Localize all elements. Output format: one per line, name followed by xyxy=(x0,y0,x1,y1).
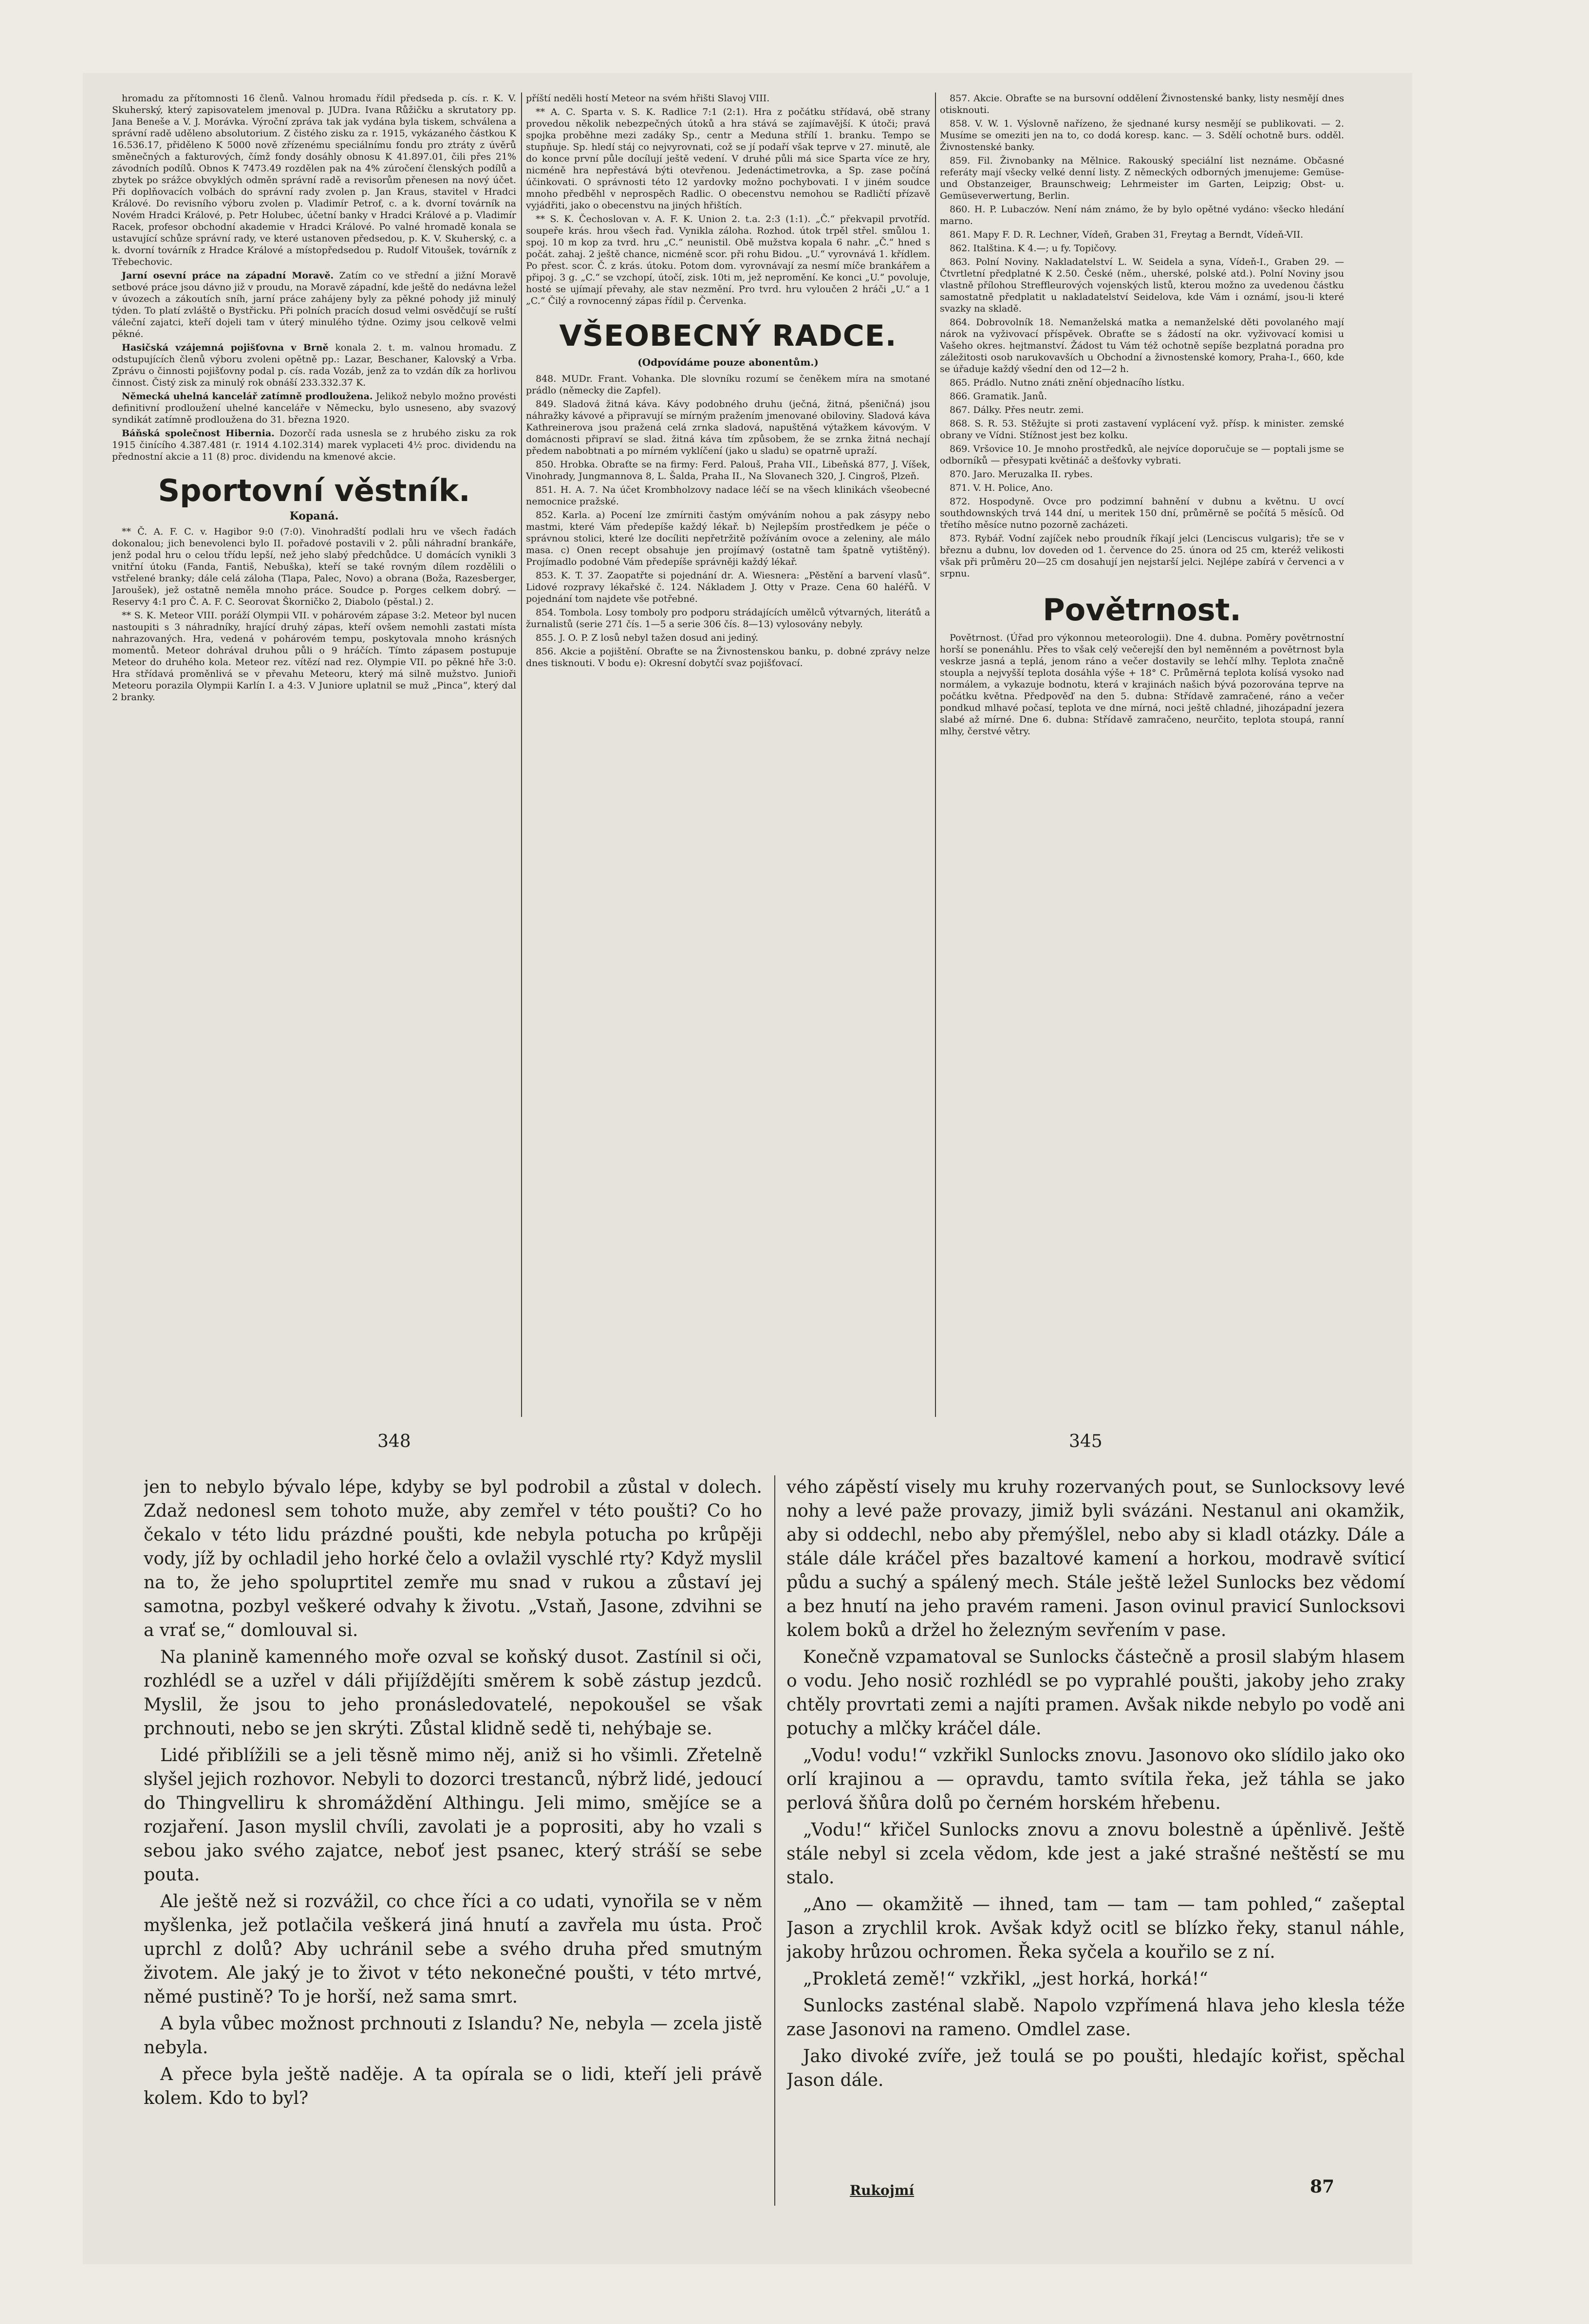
advice-item: 849. Sladová žitná káva. Kávy podobného druhu (ječná, žitná, pšeničná) jsou náhražky kávové a připravují se mírným pražením jmenované obiloviny. Sladová káva Kathreinerova jsou pražená celá zrnka sladová, napuštěná výtažkem kávovým. V domácnosti připraví se slad. žitná káva tím způsobem, že se zrnka žitná nechají předem nabobtnati a po mírném vyklíčení (jako u sladu) se opatrně upraží. xyxy=(526,399,930,456)
advice-item: 863. Polní Noviny. Nakladatelství L. W. Seidela a syna, Vídeň-I., Graben 29. — Čtvrtletní předplatné K 2.50. České (něm., uherské, polské atd.). Polní Noviny jsou vlastně přílohou Streffleurových vojenských listů, kterou možno za uvedenou částku samostatně předplatit u nakladatelství Seidelova, kde Vám i oznámí, jsou-li které svazky na skladě. xyxy=(940,257,1344,314)
advice-item: 859. Fil. Živnobanky na Mělnice. Rakouský speciální list neznáme. Občasné referáty mají všecky velké denní listy. Z německých odborných jmenujeme: Gemüse- und Obstanzeiger, Braunschweig; Lehrmeister im Garten, Leipzig; Obst- u. Gemüseverwertung, Berlin. xyxy=(940,155,1344,201)
advice-item: 852. Karla. a) Pocení lze zmírniti častým omýváním nohou a pak zásypy nebo mastmi, které Vám předepíše každý lékař. b) Nejlepším prostředkem je péče o správnou stolici, které lze docíliti nepřetržitě požíváním ovoce a zeleniny, ale málo masa. c) Onen recept obsahuje jen projímavý (ostatně tam špatně vytištěný). Projímadlo podobné Vám předepíše správněji každý lékař. xyxy=(526,510,930,567)
advice-item: 864. Dobrovolník 18. Nemanželská matka a nemanželské děti povolaného mají nárok na vyživovací příspěvek. Obraťte se s žádostí na okr. vyživovací komisi u Vašeho okres. hejtmanství. Žádost tu Vám též ochotně sepíše bezplatná poradna pro záležitosti osob narukovavších u Obchodní a živnostenské komory, Praha-I., 660, kde se úřaduje každý všední den od 12—2 h. xyxy=(940,317,1344,374)
page-number-right: 345 xyxy=(1069,1432,1103,1451)
story-paragraph: „Ano — okamžitě — ihned, tam — tam — tam pohled,“ zašeptal Jason a zrychlil krok. Avšak když ocitl se blízko řeky, stanul náhle, jakoby hrůzou ochromen. Řeka syčela a kouřilo se z ní. xyxy=(786,1895,1405,1962)
article-title: Hasičská vzájemná pojišťovna v Brně xyxy=(122,342,329,353)
advice-item: 857. Akcie. Obraťte se na bursovní oddělení Živnostenské banky, listy nesmějí dnes otisknouti. xyxy=(940,93,1344,115)
advice-item: 851. H. A. 7. Na účet Krombholzovy nadace léčí se na všech klinikách všeobecné nemocnice pražské. xyxy=(526,484,930,507)
article-text: Zatím co ve střední a jižní Moravě setbové práce jsou dávno již v proudu, na Moravě západní, kde ještě do nedávna ležel v úvozech a zákoutích sníh, jarní práce zahájeny byly za pěkné pohody již minulý týden. To platí zvláště o Bystřicku. Při polních pracích dosud velmi osvědčují se ruští váleční zajatci, kteří dojeli tam v úterý minulého týdne. Ozimy jsou celkově velmi pěkné. xyxy=(112,270,516,339)
advice-item: 858. V. W. 1. Výslovně nařízeno, že sjednané kursy nesmějí se publikovati. — 2. Musíme se omeziti jen na to, co dodá koresp. kanc. — 3. Sdělí ochotně burs. odděl. Živnostenské banky. xyxy=(940,118,1344,152)
article-text: ** A. C. Sparta v. S. K. Radlice 7:1 (2:1). Hra z počátku střídavá, obě strany provedou několik nebezpečných útoků a hra stává se zajímavější. K útoči; pravá spojka proběhne mezi zadáky Sp., centr a Meduna střílí 1. branku. Tempo se stupňuje. Sp. hledí stáj co nejvyrovnati, což se jí podaří však teprve v 27. minutě, ale do konce první půle docílují ještě vedení. V druhé půli má sice Sparta více ze hry, nicméně hra nepřestává býti otevřenou. Jedenáctimetrovka, a Sp. zase počíná účinkovati. O správnosti této 12 yardovky možno pochybovati. I v jiném soudce mnoho předběhl v neprospěch Radlic. O obecenstvu nemohou se Radličtí přízavě vyjádřiti, jako o obecenstvu na jiných hřištích. xyxy=(526,107,930,211)
story-paragraph: Jako divoké zvíře, jež toulá se po poušti, hledajíc kořist, spěchal Jason dále. xyxy=(786,2046,1405,2090)
advice-item: 868. S. R. 53. Stěžujte si proti zastavení vyplácení vyž. přísp. k minister. zemské obrany ve Vídni. Stížnost jest bez kolku. xyxy=(940,418,1344,441)
newspaper-page xyxy=(83,73,1412,2264)
story-paragraph: „Vodu!“ křičel Sunlocks znovu a znovu bolestně a úpěnlivě. Ještě stále nebyl si zcela vědom, kde jest a jaké strašné neštěstí se mu stalo. xyxy=(786,1820,1405,1888)
advice-item: 872. Hospodyně. Ovce pro podzimní bahnění v dubnu a květnu. U ovcí southdownských trvá 144 dní, u meritek 150 dní, průměrně se počítá 5 měsíců. Od třetího měsíce nutno pozorně zacházeti. xyxy=(940,496,1344,530)
story-paragraph: „Prokletá země!“ vzkřikl, „jest horká, horká!“ xyxy=(803,1969,1208,1989)
story-paragraph: „Vodu! vodu!“ vzkřikl Sunlocks znovu. Jasonovo oko slídilo jako oko orlí krajinou a — opravdu, tamto svítila řeka, jež táhla se jako perlová šňůra dolů po černém horském hřebenu. xyxy=(786,1746,1405,1813)
advice-item: 855. J. O. P. Z losů nebyl tažen dosud ani jediný. xyxy=(536,632,759,643)
advice-item: 853. K. T. 37. Zaopatřte si pojednání dr. A. Wiesnera: „Pěstění a barvení vlasů“. Lidové rozpravy lékařské č. 124. Nákladem J. Otty v Praze. Cena 60 haléřů. V pojednání tom najdete vše potřebné. xyxy=(526,570,930,604)
advice-item: 848. MUDr. Frant. Vohanka. Dle slovníku rozumí se čeněkem míra na smotané prádlo (německy die Zapfel). xyxy=(526,373,930,396)
advice-item: 869. Vršovice 10. Je mnoho prostředků, ale nejvíce doporučuje se — poptali jsme se odborníků — přesypati květináč a dešťovky vybrati. xyxy=(940,444,1344,466)
article-text: Jelikož nebylo možno provésti definitivní prodloužení uhelné kanceláře v Německu, bylo usneseno, aby svazový syndikát zatímně prodloužena do 31. března 1920. xyxy=(112,391,516,425)
article-text: příští neděli hostí Meteor na svém hřišti Slavoj VIII. xyxy=(526,93,770,104)
advice-item: 867. Dálky. Přes neutr. zemi. xyxy=(950,405,1084,415)
left-column xyxy=(112,93,516,1427)
advice-item: 861. Mapy F. D. R. Lechner, Vídeň, Graben 31, Freytag a Berndt, Vídeň-VII. xyxy=(950,229,1304,240)
article-title: Jarní osevní práce na západní Moravě. xyxy=(122,270,334,281)
weather-report: Povětrnost. (Úřad pro výkonnou meteorologii). Dne 4. dubna. Poměry povětrnostní horší se ponenáhlu. Přes to však celý večerejší den byl neměnném a povětrnost byla veskrze jasná a teplá, jenom ráno a večer dostavily se lehčí mlhy. Teplota značně stoupla a nejvyšší teplota dosáhla výše + 18° C. Průměrná teplota kolísá vysoko nad normálem, a vykazuje bodnotu, která v krajinách našich bývá pozorována teprve na počátku května. Předpověď na den 5. dubna: Střídavě zamračené, ráno a večer pondkud mlhavé počasí, teplota ve dne mírná, noci ještě chladné, jihozápadní jezera slabé až mírné. Dne 6. dubna: Střídavě zamračeno, neurčito, teplota stoupá, ranní mlhy, čerstvé větry. xyxy=(940,632,1344,737)
story-left-column xyxy=(144,1475,762,2215)
story-paragraph: Lidé přiblížili se a jeli těsně mimo něj, aniž si ho všimli. Zřetelně slyšel jejich rozhovor. Nebyli to dozorci trestanců, nýbrž lidé, jedoucí do Thingvelliru k shromáždění Althingu. Jeli mimo, smějíce se a rozjaření. Jason myslil chvíli, zavolati je a poprositi, aby ho vzali s sebou jako svého zajatce, neboť jest psanec, který stráší se sebe pouta. xyxy=(144,1746,762,1885)
section-subheading: Kopaná. xyxy=(289,510,339,522)
article-text: ** S. K. Čechoslovan v. A. F. K. Union 2. t.a. 2:3 (1:1). „Č.“ překvapil prvotříd. soupeře krás. hrou všech řad. Vynikla záloha. Rozhod. útok trpěl střel. smůlou 1. spoj. 10 m kop za tvrd. hru „C.“ neunistil. Obě mužstva kopala 6 nahr. „Č.“ hned s počát. zahaj. 2 ještě chance, nicméně scor. při rohu Bidou. „U.“ vyrovnává 1. křídlem. Po přest. scor. Č. z krás. útoku. Potom dom. vyrovnávají za nesmí míče brankářem a připoj. 3 g. „C.“ se vzchopí, útočí, zisk. 10ti m, jež nepromění. Ke konci „U.“ povoluje, hosté se ujímají převahy, ale stav nezmění. Pro tvrd. hru vyloučen 2 hráči „U.“ a 1 „C.“ Čilý a rovnocenný zápas řídil p. Červenka. xyxy=(526,214,930,306)
advice-item: 862. Italština. K 4.—; u fy. Topičovy. xyxy=(950,243,1117,254)
column-rule xyxy=(774,1475,775,2206)
section-heading-weather: Povětrnost. xyxy=(1043,592,1241,628)
column-rule xyxy=(935,93,936,1417)
article-text: ** S. K. Meteor VIII. poráží Olympii VII. v pohárovém zápase 3:2. Meteor byl nucen nastoupiti s 3 náhradníky, hrající druhý zápas, kteří ovšem nemohli zastati místa nahrazovaných. Hra, vedená v pohárovém tempu, poskytovala mnoho krásných momentů. Meteor dohrával druhou půli o 9 hráčích. Tímto zápasem postupuje Meteor do druhého kola. Meteor rez. vítězí nad rez. Olympie VII. po pěkné hře 3:0. Hra střídavá proměnlivá se v převahu Meteoru, který má silně mužstvo. Junioři Meteoru porazila Olympii Karlín I. a 4:3. V Juniore uplatnil se muž „Pinca“, který dal 2 branky. xyxy=(112,610,516,703)
advice-item: 850. Hrobka. Obraťte se na firmy: Ferd. Palouš, Praha VII., Libeňská 877, J. Víšek, Vinohrady, Jungmannova 8, L. Šalda, Praha II., Na Slovanech 320, J. Cingroš, Plzeň. xyxy=(526,459,930,482)
article-text: konala 2. t. m. valnou hromadu. Z odstupujících členů výboru zvoleni opětně pp.: Lazar, Beschaner, Kalovský a Vrba. Zprávu o činnosti pojišťovny podal p. cís. rada Vozáb, jenž za to vzdán dík za horlivou činnost. Čistý zisk za minulý rok obnáší 233.332.37 K. xyxy=(112,342,516,388)
advice-item: 870. Jaro. Meruzalka II. rybes. xyxy=(950,469,1093,480)
advice-item: 866. Gramatik. Janů. xyxy=(950,391,1047,402)
story-right-column xyxy=(786,1475,1405,2215)
advice-item: 860. H. P. Lubaczów. Není nám známo, že by bylo opětné vydáno: všecko hledání marno. xyxy=(940,204,1344,226)
page-number-left: 348 xyxy=(377,1432,411,1451)
story-paragraph: A přece byla ještě naděje. A ta opírala se o lidi, kteří jeli právě kolem. Kdo to byl? xyxy=(144,2064,762,2108)
article-title: Německá uhelná kancelář zatímně prodloužena. xyxy=(122,391,373,402)
story-paragraph: A byla vůbec možnost prchnouti z Islandu? Ne, nebyla — zcela jistě nebyla. xyxy=(144,2014,762,2058)
page-number-corner: 87 xyxy=(1310,2176,1335,2197)
article-title: Báňská společnost Hibernia. xyxy=(122,428,275,439)
story-paragraph: Ale ještě než si rozvážil, co chce říci a co udati, vynořila se v něm myšlenka, jež potlačila veškerá jiná hnutí a zavřela mu ústa. Proč uprchl z dolů? Aby uchránil sebe a svého druha před smutným životem. Ale jaký je to život v této nekonečné poušti, v této mrtvé, němé pustině? To je horší, než sama smrt. xyxy=(144,1892,762,2007)
advice-item: 856. Akcie a pojištění. Obraťte se na Živnostenskou banku, p. dobné zprávy nelze dnes tisknouti. V bodu e): Okresní dobytčí svaz pojišťovací. xyxy=(526,646,930,669)
middle-column xyxy=(526,93,930,1427)
story-paragraph: Sunlocks zasténal slabě. Napolo vzpřímená hlava jeho klesla téže zase Jasonovi na rameno. Omdlel zase. xyxy=(786,1996,1405,2040)
story-paragraph: Na planině kamenného moře ozval se koňský dusot. Zastínil si oči, rozhlédl se a uzřel v dáli přijíždějíti směrem k sobě zástup jezdců. Myslil, že jsou to jeho pronásledovatelé, nepokoušel se však prchnouti, nebo se jen skrýti. Zůstal klidně sedě ti, nehýbaje se. xyxy=(144,1647,762,1739)
section-heading-radce: VŠEOBECNÝ RADCE. xyxy=(559,319,897,353)
story-paragraph: vého zápěstí visely mu kruhy rozervaných pout, se Sunlocksovy levé nohy a levé paže provazy, jimiž byli svázáni. Nestanul ani okamžik, aby si oddechl, nebo aby přemýšlel, nebo aby si kladl otázky. Dále a stále dále kráčel přes bazaltové kamení a horkou, modravě svíticí půdu a suchý a spálený mech. Stále ještě ležel Sunlocks bez vědomí a bez hnutí na jeho pravém rameni. Jason ovinul pravicí Sunlocksovi kolem boků a držel ho železným sevřením v pase. xyxy=(786,1477,1405,1640)
advice-item: 854. Tombola. Losy tomboly pro podporu strádajících umělců výtvarných, literátů a žurnalistů (serie 271 čís. 1—5 a serie 306 čís. 8—13) vylosovány nebyly. xyxy=(526,607,930,630)
article-text: hromadu za přítomnosti 16 členů. Valnou hromadu řídil předseda p. cís. r. K. V. Skuherský, který zapisovatelem jmenoval p. JUDra. Ivana Růžičku a skrutatory pp. Jana Beneše a V. J. Morávka. Výroční zpráva tak jak vydána byla tiskem, schválena a správní radě uděleno absolutorium. Z čistého zisku za r. 1915, vykázaného částkou K 16.536.17, přiděleno K 5000 nově zřízenému speciálnímu fondu pro ztráty z úvěrů směnečných a fakturových, čímž fondy dosáhly obnosu K 41.897.01, čili přes 21% závodních podílů. Obnos K 7473.49 rozdělen pak na 4% zúročení členských podílů a zbytek po srážce obvyklých odměn správní radě a revisorům přenesen na nový účet. Při doplňovacích volbách do správní rady zvolen p. Jan Kraus, stavitel v Hradci Králové. Do revisního výboru zvolen p. Vladimír Petrof, c. a k. dvorní továrník na Novém Hradci Králové, p. Petr Holubec, účetní banky v Hradci Králové a p. Vladimír Racek, profesor obchodní akademie v Hradci Králové. Po valné hromadě konala se ustavující schůze správní rady, ve které ustanoven předsedou, p. K. V. Skuherský, c. a k. dvorní továrník z Hradce Králové a místopředsedou p. Rudolf Vitoušek, továrník z Třebechovic. xyxy=(112,93,516,267)
story-paragraph: Konečně vzpamatoval se Sunlocks částečně a prosil slabým hlasem o vodu. Jeho nosič rozhlédl se po vyprahlé poušti, jakoby jeho zraky chtěly provrtati zemi a najíti pramen. Avšak nikde nebylo po vodě ani potuchy a mlčky kráčel dále. xyxy=(786,1647,1405,1739)
article-text: Dozorčí rada usnesla se z hrubého zisku za rok 1915 činícího 4.387.481 (r. 1914 4.102.314) marek vyplaceti 4½ proc. dividendu na přednostní akcie a 11 (8) proc. dividendu na kmenové akcie. xyxy=(112,428,516,462)
right-column xyxy=(940,93,1344,1427)
article-text: ** Č. A. F. C. v. Hagibor 9:0 (7:0). Vinohradští podlali hru ve všech řadách dokonalou; jich benevolenci bylo II. pořadové postavili v 2. půli náhradní brankáře, jenž podal hru o celou třídu lepší, než jeho slabý předchůdce. U domácích vynikli 3 vnitřní útoku (Fanda, Fantiš, Nebuška), kteří se také rovným dílem rozdělili o vstřelené branky; dále celá záloha (Tlapa, Palec, Novo) a obrana (Boža, Razesberger, Jaroušek), jež ostatně neměla mnoho práce. Soudce p. Porges celkem dobrý. — Reservy 4:1 pro Č. A. F. C. Seorovat Škorničko 2, Diabolo (pěstal.) 2. xyxy=(112,526,516,607)
section-note: (Odpovídáme pouze abonentům.) xyxy=(637,356,819,368)
section-heading-sport: Sportovní věstník. xyxy=(158,473,470,508)
advice-item: 871. V. H. Police, Ano. xyxy=(950,483,1053,493)
advice-item: 873. Rybář. Vodní zajíček nebo proudník říkají jelci (Lenciscus vulgaris); tře se v březnu a dubnu, lov doveden od 1. července do 25. února od 25 cm, kteréž velikosti však při průměru 20—25 cm dosahují jen nejstarší jelci. Nejlépe zabírá v červenci a v srpnu. xyxy=(940,533,1344,579)
story-paragraph: jen to nebylo bývalo lépe, kdyby se byl podrobil a zůstal v dolech. Zdaž nedonesl sem tohoto muže, aby zemřel v této poušti? Co ho čekalo v této lidu prázdné poušti, kde nebyla potucha po krůpěji vody, jíž by ochladil jeho horké čelo a ovlažil vyschlé rty? Když myslil na to, že jeho spoluprtitel zemře mu snad v rukou a zůstaví jej samotna, pozbyl veškeré odvahy k životu. „Vstaň, Jasone, zdvihni se a vrať se,“ domlouval si. xyxy=(144,1477,762,1640)
column-rule xyxy=(521,93,522,1417)
signature: Rukojmí xyxy=(850,2182,915,2198)
advice-item: 865. Prádlo. Nutno znáti znění objednacího lístku. xyxy=(950,377,1185,388)
